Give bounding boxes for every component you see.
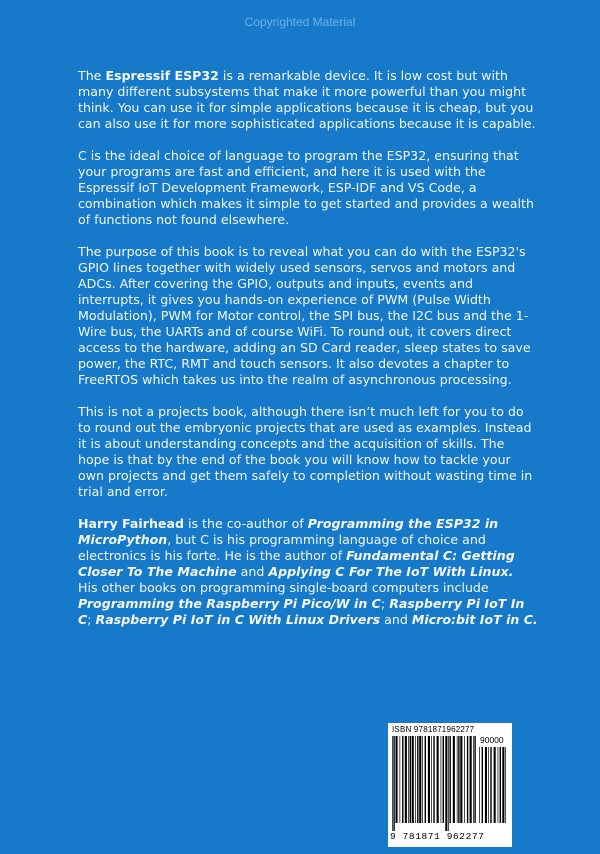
barcode-digits: 9 781871 962277 <box>390 831 485 842</box>
barcode-addon-number: 90000 <box>480 735 504 745</box>
text: , but C is his programming language of choice and electronics is his forte. He is the author of <box>78 532 486 563</box>
isbn-barcode <box>388 723 512 847</box>
watermark: Copyrighted Material <box>244 15 356 29</box>
book-title: Programming the ESP32 in MicroPython <box>78 516 499 547</box>
text: ; <box>87 612 96 627</box>
product-name: Espressif ESP32 <box>105 68 219 83</box>
back-cover-text <box>78 68 538 628</box>
book-title: Micro:bit IoT in C. <box>411 612 538 627</box>
paragraph-approach: This is not a projects book, although there isn’t much left for you to do to round out the embryonic projects that are used as examples. Instead it is about understanding concepts and the acquisition of skills. The hope is that by the end of the book you will know how to tackle your own projects and get them safely to completion without wasting time in trial and error. <box>78 404 533 499</box>
barcode-bars-icon <box>392 736 476 831</box>
text: ; <box>380 596 390 611</box>
text: is the co-author of <box>183 516 308 531</box>
book-title: Fundamental C: Getting Closer To The Machine <box>78 548 515 579</box>
author-name: Harry Fairhead <box>78 516 184 531</box>
text: and <box>380 612 412 627</box>
text: is a remarkable device. It is low cost but with many different subsystems that make it more powerful than you might think. You can use it for simple applications because it is cheap, but you can also use it for more sophisticated applications because it is capable. <box>78 68 536 131</box>
paragraph-intro <box>78 68 538 132</box>
text: and <box>236 564 269 579</box>
text: The <box>78 68 106 83</box>
text: His other books on programming single-board computers include <box>78 580 489 595</box>
book-title: Raspberry Pi IoT In C <box>78 596 525 627</box>
paragraph-language: C is the ideal choice of language to program the ESP32, ensuring that your programs are fast and efficient, and here it is used with the Espressif IoT Development Framework, ESP-IDF and VS Code, a combination which makes it simple to get started and provides a wealth of functions not found elsewhere. <box>78 148 534 227</box>
book-title: Raspberry Pi IoT in C With Linux Drivers <box>95 612 381 627</box>
book-title: Applying C For The IoT With Linux. <box>268 564 514 579</box>
book-title: Programming the Raspberry Pi Pico/W in C <box>78 596 381 611</box>
addon-barcode-bars-icon <box>479 747 507 831</box>
isbn-label: ISBN 9781871962277 <box>392 725 475 734</box>
paragraph-purpose: The purpose of this book is to reveal what you can do with the ESP32's GPIO lines together with widely used sensors, servos and motors and ADCs. After covering the GPIO, outputs and inputs, events and interrupts, it gives you hands-on experience of PWM (Pulse Width Modulation), PWM for Motor control, the SPI bus, the I2C bus and the 1-Wire bus, the UARTs and of course WiFi. To round out, it covers direct access to the hardware, adding an SD Card reader, sleep states to save power, the RTC, RMT and touch sensors. It also devotes a chapter to FreeRTOS which takes us into the realm of asynchronous processing. <box>78 244 531 387</box>
paragraph-author <box>78 516 538 628</box>
